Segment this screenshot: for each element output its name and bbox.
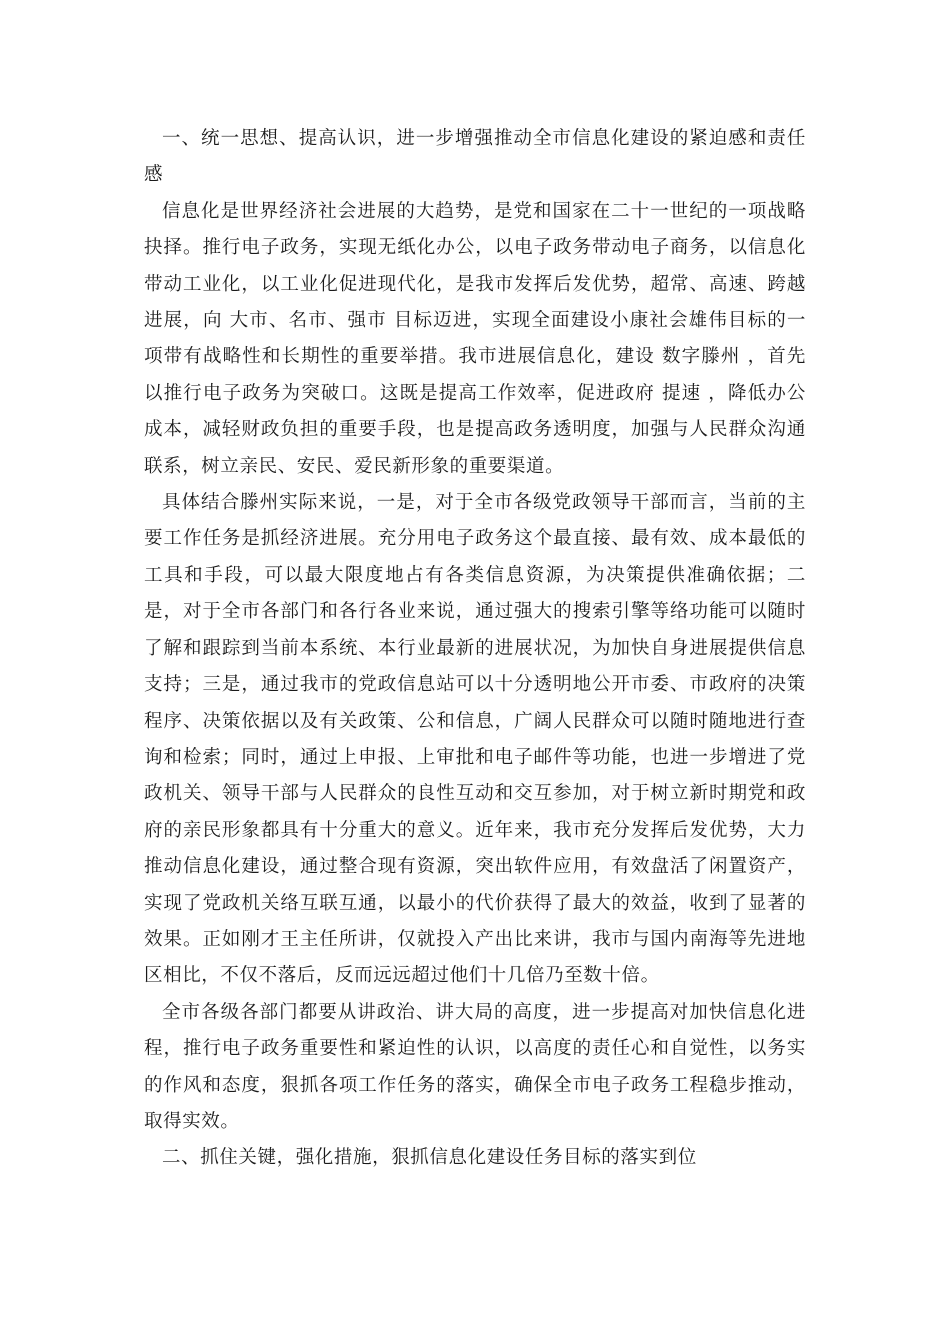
section-heading-2: 二、抓住关键，强化措施，狠抓信息化建设任务目标的落实到位 (162, 1147, 697, 1169)
paragraph-1: 信息化是世界经济社会进展的大趋势，是党和国家在二十一世纪的一项战略抉择。推行电子政务，实现无纸化办公，以电子政务带动电子商务，以信息化带动工业化，以工业化促进现代化，是我市发挥后发优势，超常、高速、跨越进展，向 大市、名市、强市 目标迈进，实现全面建设小康社会雄伟目标的一项带有战略性和长期性的重要举措。我市进展信息化，建设 数字滕州 ，首先以推行电子政务为突破口。这既是提高工作效率，促进政府 提速 ，降低办公成本，减轻财政负担的重要手段，也是提高政务透明度，加强与人民群众沟通联系，树立亲民、安民、爱民新形象的重要渠道。 (144, 200, 806, 477)
document-body (144, 121, 806, 1177)
paragraph-3: 全市各级各部门都要从讲政治、讲大局的高度，进一步提高对加快信息化进程，推行电子政务重要性和紧迫性的认识，以高度的责任心和自觉性，以务实的作风和态度，狠抓各项工作任务的落实，确保全市电子政务工程稳步推动，取得实效。 (144, 1001, 806, 1132)
paragraph-2: 具体结合滕州实际来说，一是，对于全市各级党政领导干部而言，当前的主要工作任务是抓经济进展。充分用电子政务这个最直接、最有效、成本最低的工具和手段，可以最大限度地占有各类信息资源，为决策提供准确依据；二是，对于全市各部门和各行各业来说，通过强大的搜索引擎等络功能可以随时了解和跟踪到当前本系统、本行业最新的进展状况，为加快自身进展提供信息支持；三是，通过我市的党政信息站可以十分透明地公开市委、市政府的决策程序、决策依据以及有关政策、公和信息，广阔人民群众可以随时随地进行查询和检索；同时，通过上申报、上审批和电子邮件等功能，也进一步增进了党政机关、领导干部与人民群众的良性互动和交互参加，对于树立新时期党和政府的亲民形象都具有十分重大的意义。近年来，我市充分发挥后发优势，大力推动信息化建设，通过整合现有资源，突出软件应用，有效盘活了闲置资产，实现了党政机关络互联互通，以最小的代价获得了最大的效益，收到了显著的效果。正如刚才王主任所讲，仅就投入产出比来讲，我市与国内南海等先进地区相比，不仅不落后，反而远远超过他们十几倍乃至数十倍。 (144, 492, 806, 987)
section-heading-1: 一、统一思想、提高认识，进一步增强推动全市信息化建设的紧迫感和责任感 (144, 128, 806, 186)
